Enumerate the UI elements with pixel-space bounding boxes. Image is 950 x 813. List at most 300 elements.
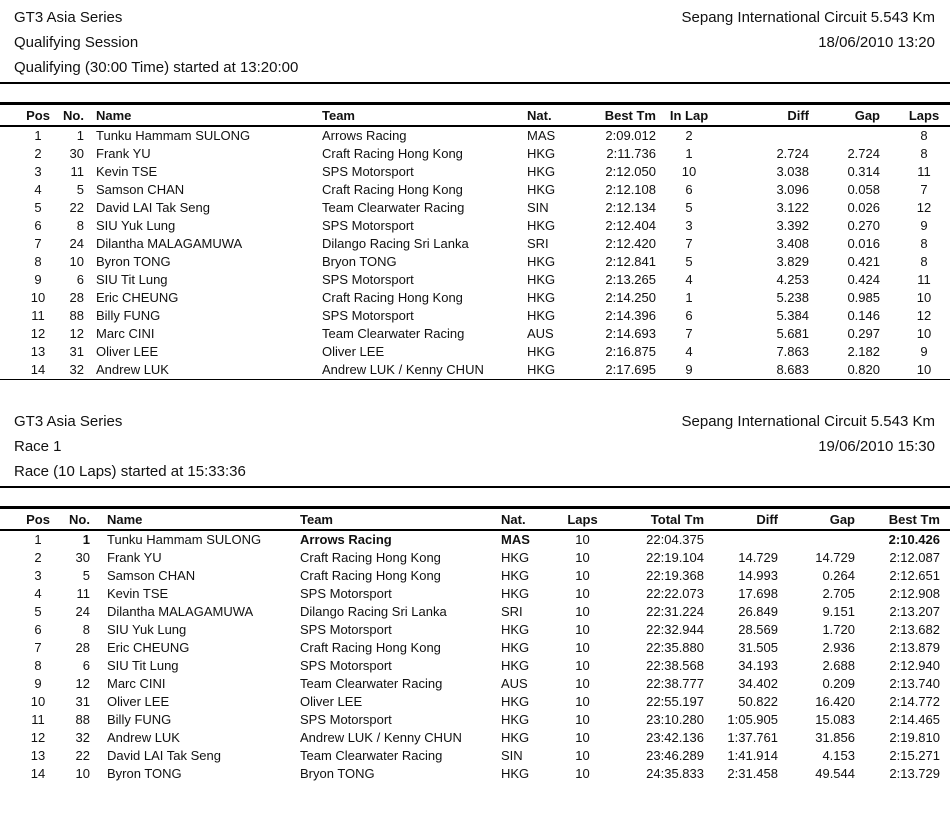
- table-cell: Craft Racing Hong Kong: [300, 568, 441, 583]
- table-cell: 28: [69, 290, 84, 305]
- table-cell: HKG: [527, 344, 556, 359]
- table-cell: Tunku Hammam SULONG: [96, 128, 251, 143]
- table-cell: Dilantha MALAGAMUWA: [107, 604, 254, 619]
- table-cell: 8: [82, 622, 90, 637]
- table-cell: HKG: [527, 272, 556, 287]
- table-cell: 6: [685, 182, 693, 197]
- qualifying-report-header: [0, 0, 950, 84]
- table-row: [0, 603, 950, 621]
- circuit-name: Sepang International Circuit 5.543 Km: [681, 413, 935, 430]
- table-cell: 3.829: [776, 254, 809, 269]
- table-cell: 24: [69, 236, 84, 251]
- table-cell: 31: [75, 694, 90, 709]
- table-cell: 5.238: [776, 290, 809, 305]
- table-cell: 11: [31, 712, 45, 727]
- session-start-info: Qualifying (30:00 Time) started at 13:20:00: [14, 59, 299, 76]
- table-cell: HKG: [527, 182, 556, 197]
- table-cell: David LAI Tak Seng: [96, 200, 210, 215]
- table-row: [0, 289, 950, 307]
- table-row: [0, 217, 950, 235]
- table-cell: AUS: [527, 326, 554, 341]
- table-cell: 3.392: [776, 218, 809, 233]
- table-cell: SPS Motorsport: [322, 164, 414, 179]
- table-cell: 22:19.368: [646, 568, 704, 583]
- table-cell: 11: [917, 272, 931, 287]
- table-cell: 31.856: [815, 730, 855, 745]
- table-cell: 7.863: [776, 344, 809, 359]
- table-cell: 88: [69, 308, 84, 323]
- table-row: [0, 747, 950, 765]
- column-header-diff: Diff: [722, 105, 809, 126]
- table-cell: Samson CHAN: [107, 568, 196, 583]
- table-cell: 49.544: [815, 766, 855, 781]
- table-cell: 5: [34, 200, 42, 215]
- table-cell: 11: [917, 164, 931, 179]
- table-row: [0, 549, 950, 567]
- table-cell: 10: [575, 640, 590, 655]
- table-cell: 2:12.420: [605, 236, 656, 251]
- table-cell: 2:14.465: [889, 712, 940, 727]
- table-cell: HKG: [527, 218, 556, 233]
- table-cell: David LAI Tak Seng: [107, 748, 221, 763]
- table-cell: SPS Motorsport: [300, 586, 392, 601]
- table-cell: 4.153: [822, 748, 855, 763]
- table-cell: 13: [30, 344, 46, 359]
- table-cell: SPS Motorsport: [300, 712, 392, 727]
- table-cell: HKG: [501, 568, 530, 583]
- table-cell: 8: [920, 254, 928, 269]
- table-row: [0, 271, 950, 289]
- table-cell: 22:38.777: [646, 676, 704, 691]
- table-row: [0, 639, 950, 657]
- table-cell: 22:35.880: [646, 640, 704, 655]
- table-cell: 2:14.693: [605, 326, 656, 341]
- table-row: [0, 325, 950, 343]
- qualifying-header-right: [682, 5, 935, 55]
- column-header-diff: Diff: [704, 509, 778, 530]
- table-cell: 2:16.875: [605, 344, 656, 359]
- table-cell: 2:14.250: [605, 290, 656, 305]
- table-cell: Team Clearwater Racing: [322, 200, 465, 215]
- table-cell: Craft Racing Hong Kong: [300, 640, 441, 655]
- table-cell: 2:12.940: [889, 658, 940, 673]
- table-row: [0, 585, 950, 603]
- column-header-no: No.: [56, 105, 84, 126]
- table-cell: 12: [30, 730, 46, 745]
- table-cell: 0.264: [822, 568, 855, 583]
- table-cell: 10: [30, 290, 46, 305]
- series-title: GT3 Asia Series: [14, 9, 123, 26]
- table-cell: 8: [34, 254, 42, 269]
- table-cell: SIU Tit Lung: [107, 658, 179, 673]
- table-row: [0, 530, 950, 549]
- table-cell: 2: [34, 550, 42, 565]
- table-cell: SRI: [527, 236, 549, 251]
- table-cell: HKG: [501, 730, 530, 745]
- table-cell: 2:13.682: [889, 622, 940, 637]
- table-row: [0, 675, 950, 693]
- table-cell: 9: [34, 676, 42, 691]
- table-cell: AUS: [501, 676, 528, 691]
- table-cell: 14.729: [738, 550, 778, 565]
- table-cell: 9: [685, 362, 693, 377]
- table-cell: [778, 530, 855, 549]
- table-cell: 2:12.404: [605, 218, 656, 233]
- table-cell: 3.038: [776, 164, 809, 179]
- table-cell: 2: [34, 146, 42, 161]
- column-header-gap: Gap: [778, 509, 855, 530]
- table-cell: HKG: [501, 586, 530, 601]
- table-cell: Byron TONG: [107, 766, 182, 781]
- column-header-nat: Nat.: [521, 105, 575, 126]
- table-row: [0, 711, 950, 729]
- table-cell: SIN: [527, 200, 549, 215]
- table-cell: 12: [30, 326, 46, 341]
- table-cell: Frank YU: [96, 146, 151, 161]
- table-cell: Eric CHEUNG: [96, 290, 179, 305]
- table-cell: Tunku Hammam SULONG: [107, 532, 262, 547]
- table-cell: Team Clearwater Racing: [300, 676, 443, 691]
- table-cell: 10: [916, 290, 932, 305]
- table-cell: HKG: [527, 164, 556, 179]
- table-cell: 2:12.050: [605, 164, 656, 179]
- table-cell: 3.096: [776, 182, 809, 197]
- table-cell: 11: [70, 164, 84, 179]
- table-cell: SPS Motorsport: [322, 218, 414, 233]
- table-cell: 26.849: [738, 604, 778, 619]
- session-datetime: 18/06/2010 13:20: [818, 34, 935, 51]
- table-cell: [722, 126, 809, 145]
- table-cell: 14: [30, 362, 46, 377]
- table-cell: 6: [82, 658, 90, 673]
- table-cell: 8.683: [776, 362, 809, 377]
- table-cell: Arrows Racing: [300, 532, 392, 547]
- table-row: [0, 199, 950, 217]
- table-row: [0, 126, 950, 145]
- table-cell: 2.705: [822, 586, 855, 601]
- table-cell: 9.151: [822, 604, 855, 619]
- table-cell: Marc CINI: [107, 676, 166, 691]
- table-cell: 16.420: [815, 694, 855, 709]
- table-cell: Oliver LEE: [107, 694, 170, 709]
- table-row: [0, 235, 950, 253]
- table-cell: 0.146: [847, 308, 880, 323]
- table-row: [0, 145, 950, 163]
- table-cell: 5: [76, 182, 84, 197]
- table-cell: 5.384: [776, 308, 809, 323]
- table-cell: 3: [685, 218, 693, 233]
- circuit-name: Sepang International Circuit 5.543 Km: [681, 9, 935, 26]
- table-cell: Bryon TONG: [300, 766, 375, 781]
- table-cell: 7: [685, 326, 693, 341]
- table-cell: 14.729: [815, 550, 855, 565]
- table-row: [0, 307, 950, 325]
- table-cell: 11: [76, 586, 90, 601]
- table-cell: 5.681: [776, 326, 809, 341]
- table-cell: 10: [575, 748, 590, 763]
- table-cell: 2:10.426: [888, 532, 940, 547]
- table-cell: 10: [575, 532, 590, 547]
- qualifying-table-head: [0, 105, 950, 126]
- table-cell: 3.408: [776, 236, 809, 251]
- table-cell: 0.270: [847, 218, 880, 233]
- table-cell: 0.421: [847, 254, 880, 269]
- table-cell: 2: [685, 128, 693, 143]
- table-cell: 1: [34, 532, 42, 547]
- table-cell: 10: [916, 362, 932, 377]
- table-cell: 31.505: [738, 640, 778, 655]
- table-cell: [704, 530, 778, 549]
- table-cell: 10: [916, 326, 932, 341]
- column-header-best-tm: Best Tm: [575, 105, 656, 126]
- column-header-best-tm: Best Tm: [855, 509, 950, 530]
- table-cell: HKG: [527, 308, 556, 323]
- table-row: [0, 621, 950, 639]
- table-row: [0, 693, 950, 711]
- table-cell: 3: [34, 568, 42, 583]
- table-row: [0, 253, 950, 271]
- table-cell: Craft Racing Hong Kong: [322, 146, 463, 161]
- table-cell: 15.083: [815, 712, 855, 727]
- column-header-gap: Gap: [809, 105, 880, 126]
- table-cell: SIU Yuk Lung: [107, 622, 187, 637]
- table-cell: 10: [30, 694, 46, 709]
- race-report-header: [0, 404, 950, 488]
- table-cell: HKG: [527, 146, 556, 161]
- table-cell: 28.569: [738, 622, 778, 637]
- table-cell: 0.016: [847, 236, 880, 251]
- table-cell: SIU Yuk Lung: [96, 218, 176, 233]
- table-cell: 4: [685, 272, 693, 287]
- table-cell: HKG: [501, 550, 530, 565]
- table-row: [0, 657, 950, 675]
- column-header-pos: Pos: [0, 105, 56, 126]
- table-cell: 13: [30, 748, 46, 763]
- table-cell: MAS: [527, 128, 556, 143]
- table-cell: 2:17.695: [605, 362, 656, 377]
- table-cell: 5: [685, 200, 693, 215]
- column-header-team: Team: [322, 105, 521, 126]
- table-cell: Byron TONG: [96, 254, 171, 269]
- table-cell: 0.985: [847, 290, 880, 305]
- column-header-total-tm: Total Tm: [610, 509, 704, 530]
- race-table-head: [0, 509, 950, 530]
- column-header-laps: Laps: [555, 509, 610, 530]
- table-cell: HKG: [501, 766, 530, 781]
- table-cell: 6: [685, 308, 693, 323]
- table-cell: 32: [69, 362, 84, 377]
- table-cell: 1:37.761: [727, 730, 778, 745]
- table-cell: 4.253: [776, 272, 809, 287]
- table-cell: Dilantha MALAGAMUWA: [96, 236, 243, 251]
- table-cell: Arrows Racing: [322, 128, 407, 143]
- table-cell: Dilango Racing Sri Lanka: [322, 236, 469, 251]
- table-cell: 2:14.396: [605, 308, 656, 323]
- table-cell: 34.193: [738, 658, 778, 673]
- table-cell: Eric CHEUNG: [107, 640, 190, 655]
- table-cell: 10: [69, 254, 84, 269]
- table-cell: 8: [920, 146, 928, 161]
- table-cell: 2:13.265: [605, 272, 656, 287]
- table-cell: Marc CINI: [96, 326, 155, 341]
- table-cell: 2.936: [822, 640, 855, 655]
- table-cell: 22:38.568: [646, 658, 704, 673]
- table-cell: 22:04.375: [646, 532, 704, 547]
- table-cell: 17.698: [738, 586, 778, 601]
- table-cell: 23:46.289: [646, 748, 704, 763]
- table-cell: 6: [34, 218, 42, 233]
- table-cell: HKG: [527, 254, 556, 269]
- table-cell: 7: [685, 236, 693, 251]
- table-cell: 10: [575, 550, 590, 565]
- session-start-info: Race (10 Laps) started at 15:33:36: [14, 463, 246, 480]
- column-header-in-lap: In Lap: [656, 105, 722, 126]
- column-header-no: No.: [56, 509, 90, 530]
- table-cell: 10: [575, 604, 590, 619]
- table-cell: Team Clearwater Racing: [300, 748, 443, 763]
- table-cell: 5: [82, 568, 90, 583]
- table-cell: 2:12.908: [889, 586, 940, 601]
- table-cell: 0.424: [847, 272, 880, 287]
- table-cell: Andrew LUK / Kenny CHUN: [322, 362, 484, 377]
- table-header-row: [0, 509, 950, 530]
- column-header-pos: Pos: [0, 509, 56, 530]
- table-cell: 2:19.810: [889, 730, 940, 745]
- table-cell: 5: [685, 254, 693, 269]
- table-cell: Samson CHAN: [96, 182, 185, 197]
- table-cell: HKG: [527, 290, 556, 305]
- table-cell: 0.026: [847, 200, 880, 215]
- table-cell: [809, 126, 880, 145]
- table-cell: 6: [34, 622, 42, 637]
- table-cell: SIN: [501, 748, 523, 763]
- table-cell: Oliver LEE: [322, 344, 385, 359]
- table-cell: 2:14.772: [889, 694, 940, 709]
- table-cell: HKG: [501, 640, 530, 655]
- table-cell: 6: [76, 272, 84, 287]
- table-cell: 1: [685, 290, 693, 305]
- table-cell: Craft Racing Hong Kong: [322, 182, 463, 197]
- table-cell: Kevin TSE: [107, 586, 169, 601]
- table-cell: 22: [69, 200, 84, 215]
- table-cell: 2:13.740: [889, 676, 940, 691]
- table-cell: 0.209: [822, 676, 855, 691]
- column-header-team: Team: [300, 509, 497, 530]
- qualifying-table-body: [0, 126, 950, 380]
- session-datetime: 19/06/2010 15:30: [818, 438, 935, 455]
- table-cell: 22:31.224: [646, 604, 704, 619]
- table-cell: 10: [575, 676, 590, 691]
- table-cell: SPS Motorsport: [322, 308, 414, 323]
- table-cell: Team Clearwater Racing: [322, 326, 465, 341]
- table-cell: 1: [34, 128, 42, 143]
- table-cell: HKG: [501, 622, 530, 637]
- table-cell: HKG: [501, 694, 530, 709]
- table-cell: 8: [76, 218, 84, 233]
- table-cell: 50.822: [738, 694, 778, 709]
- table-cell: Oliver LEE: [96, 344, 159, 359]
- table-cell: Billy FUNG: [96, 308, 161, 323]
- table-cell: 5: [34, 604, 42, 619]
- table-cell: 1: [76, 128, 84, 143]
- table-cell: 2:12.108: [605, 182, 656, 197]
- section-divider-gap: [0, 380, 950, 404]
- table-cell: Craft Racing Hong Kong: [300, 550, 441, 565]
- table-cell: 22:55.197: [646, 694, 704, 709]
- table-row: [0, 729, 950, 747]
- table-cell: 88: [75, 712, 90, 727]
- table-cell: 4: [685, 344, 693, 359]
- table-cell: 2:12.841: [605, 254, 656, 269]
- table-row: [0, 181, 950, 199]
- table-cell: 1.720: [822, 622, 855, 637]
- table-cell: 10: [75, 766, 90, 781]
- table-cell: Andrew LUK: [96, 362, 169, 377]
- race-table-section: [0, 506, 950, 783]
- table-cell: 0.058: [847, 182, 880, 197]
- qualifying-header-left: [14, 5, 298, 80]
- table-cell: 9: [34, 272, 42, 287]
- table-cell: 10: [575, 694, 590, 709]
- table-cell: HKG: [501, 712, 530, 727]
- table-cell: 0.820: [847, 362, 880, 377]
- table-cell: SPS Motorsport: [300, 622, 392, 637]
- table-cell: 14.993: [738, 568, 778, 583]
- qualifying-results-table: [0, 105, 950, 380]
- table-cell: HKG: [501, 658, 530, 673]
- table-cell: 2.688: [822, 658, 855, 673]
- qualifying-table-section: [0, 102, 950, 380]
- table-cell: 9: [920, 344, 928, 359]
- table-cell: 23:10.280: [646, 712, 704, 727]
- table-cell: 1:41.914: [727, 748, 778, 763]
- column-header-name: Name: [90, 509, 300, 530]
- table-cell: 2:12.651: [889, 568, 940, 583]
- table-cell: 14: [30, 766, 46, 781]
- table-row: [0, 361, 950, 380]
- table-cell: 2.182: [847, 344, 880, 359]
- table-cell: 2:09.012: [605, 128, 656, 143]
- table-cell: 22:22.073: [646, 586, 704, 601]
- table-cell: 1: [685, 146, 693, 161]
- table-cell: 2:13.207: [889, 604, 940, 619]
- table-cell: 7: [34, 236, 42, 251]
- table-cell: Billy FUNG: [107, 712, 172, 727]
- table-cell: 7: [920, 182, 928, 197]
- table-cell: 10: [575, 712, 590, 727]
- table-cell: 12: [916, 200, 932, 215]
- table-cell: 11: [31, 308, 45, 323]
- table-cell: 10: [575, 658, 590, 673]
- table-cell: 22:19.104: [646, 550, 704, 565]
- table-header-row: [0, 105, 950, 126]
- table-cell: Andrew LUK / Kenny CHUN: [300, 730, 462, 745]
- table-cell: 1:05.905: [727, 712, 778, 727]
- table-cell: 2:15.271: [889, 748, 940, 763]
- table-cell: 2:12.087: [889, 550, 940, 565]
- table-cell: 1: [82, 532, 90, 547]
- table-cell: 24: [75, 604, 90, 619]
- table-cell: 8: [34, 658, 42, 673]
- table-cell: 30: [75, 550, 90, 565]
- table-cell: 0.314: [847, 164, 880, 179]
- table-cell: 31: [69, 344, 84, 359]
- race-header-right: [682, 409, 935, 459]
- table-cell: 2:13.729: [889, 766, 940, 781]
- table-cell: 34.402: [738, 676, 778, 691]
- table-cell: 22:32.944: [646, 622, 704, 637]
- table-row: [0, 567, 950, 585]
